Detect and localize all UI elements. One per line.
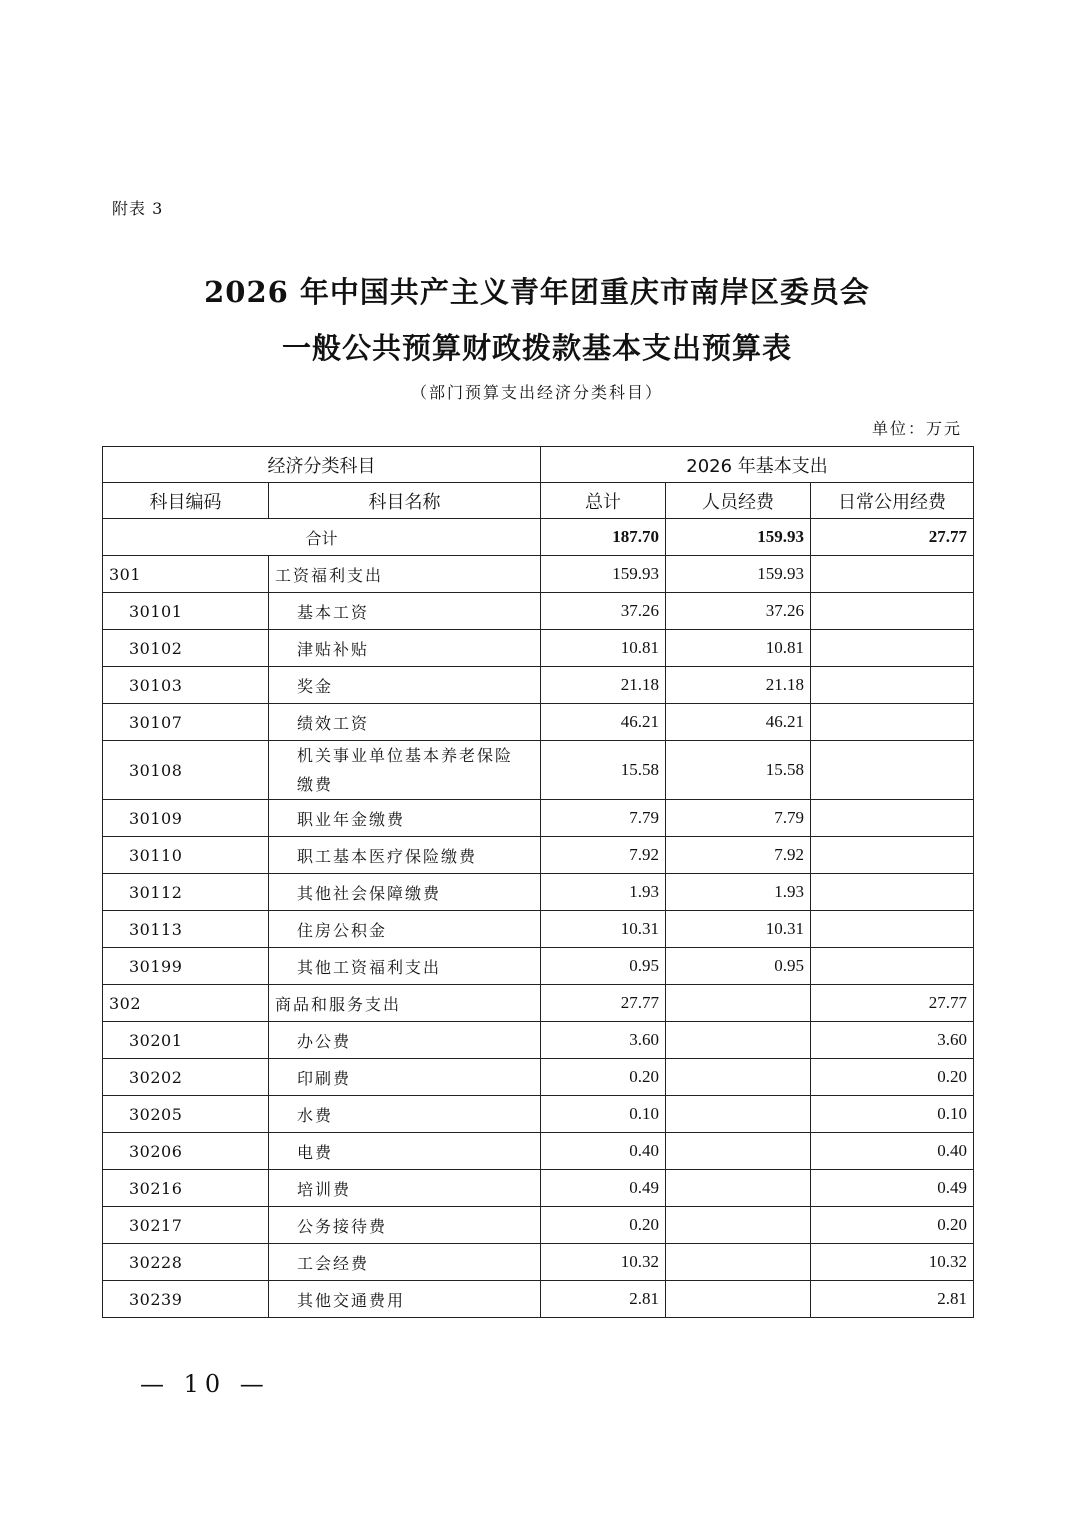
row-code: 302 — [103, 985, 269, 1022]
header-public: 日常公用经费 — [811, 483, 974, 519]
row-personnel: 0.95 — [666, 948, 811, 985]
row-name: 住房公积金 — [269, 911, 541, 948]
header-code: 科目编码 — [103, 483, 269, 519]
row-code: 30112 — [103, 874, 269, 911]
row-name: 其他交通费用 — [269, 1281, 541, 1318]
row-public: 10.32 — [811, 1244, 974, 1281]
attachment-label: 附表 3 — [112, 199, 164, 218]
row-personnel — [666, 1281, 811, 1318]
total-sum: 187.70 — [541, 519, 666, 556]
row-personnel — [666, 1207, 811, 1244]
row-personnel: 7.92 — [666, 837, 811, 874]
row-code: 30110 — [103, 837, 269, 874]
row-personnel — [666, 1096, 811, 1133]
row-total: 10.32 — [541, 1244, 666, 1281]
header-total: 总计 — [541, 483, 666, 519]
row-public — [811, 593, 974, 630]
row-code: 30113 — [103, 911, 269, 948]
row-total: 37.26 — [541, 593, 666, 630]
row-total: 0.10 — [541, 1096, 666, 1133]
row-public — [811, 800, 974, 837]
row-total: 0.95 — [541, 948, 666, 985]
row-personnel: 10.81 — [666, 630, 811, 667]
total-row — [103, 519, 974, 556]
row-public — [811, 556, 974, 593]
table-row — [103, 593, 974, 630]
row-public: 3.60 — [811, 1022, 974, 1059]
row-name: 机关事业单位基本养老保险缴费 — [269, 741, 541, 800]
row-personnel — [666, 1133, 811, 1170]
table-row — [103, 556, 974, 593]
row-code: 30102 — [103, 630, 269, 667]
header-name: 科目名称 — [269, 483, 541, 519]
row-personnel — [666, 1244, 811, 1281]
row-total: 1.93 — [541, 874, 666, 911]
row-name: 工资福利支出 — [269, 556, 541, 593]
table-row — [103, 911, 974, 948]
unit-label: 单位：万元 — [871, 419, 962, 438]
row-code: 30107 — [103, 704, 269, 741]
row-code: 30205 — [103, 1096, 269, 1133]
row-total: 7.79 — [541, 800, 666, 837]
row-name: 培训费 — [269, 1170, 541, 1207]
row-personnel: 46.21 — [666, 704, 811, 741]
total-label: 合计 — [103, 519, 541, 556]
row-personnel — [666, 1022, 811, 1059]
row-total: 0.40 — [541, 1133, 666, 1170]
column-header-row — [103, 483, 974, 519]
row-public: 0.49 — [811, 1170, 974, 1207]
row-total: 15.58 — [541, 741, 666, 800]
row-total: 0.20 — [541, 1207, 666, 1244]
row-name: 水费 — [269, 1096, 541, 1133]
row-personnel: 1.93 — [666, 874, 811, 911]
row-name: 其他工资福利支出 — [269, 948, 541, 985]
table-row — [103, 704, 974, 741]
row-code: 30101 — [103, 593, 269, 630]
row-name: 印刷费 — [269, 1059, 541, 1096]
table-row — [103, 1281, 974, 1318]
row-code: 30216 — [103, 1170, 269, 1207]
page-title-line2: 一般公共预算财政拨款基本支出预算表 — [281, 331, 792, 365]
row-public — [811, 741, 974, 800]
row-public — [811, 837, 974, 874]
row-public: 0.10 — [811, 1096, 974, 1133]
table-row — [103, 1133, 974, 1170]
row-name: 办公费 — [269, 1022, 541, 1059]
row-code: 30109 — [103, 800, 269, 837]
row-total: 10.81 — [541, 630, 666, 667]
row-public: 0.20 — [811, 1059, 974, 1096]
row-name: 其他社会保障缴费 — [269, 874, 541, 911]
table-row — [103, 948, 974, 985]
table-row — [103, 1244, 974, 1281]
row-code: 30103 — [103, 667, 269, 704]
row-total: 0.20 — [541, 1059, 666, 1096]
row-name: 职业年金缴费 — [269, 800, 541, 837]
page-number: — 10 — — [140, 1370, 270, 1398]
table-row — [103, 741, 974, 800]
row-code: 30108 — [103, 741, 269, 800]
row-total: 2.81 — [541, 1281, 666, 1318]
group-header-row — [103, 447, 974, 483]
row-name: 奖金 — [269, 667, 541, 704]
row-code: 30199 — [103, 948, 269, 985]
table-row — [103, 837, 974, 874]
row-total: 46.21 — [541, 704, 666, 741]
row-public — [811, 948, 974, 985]
row-name: 绩效工资 — [269, 704, 541, 741]
row-name: 公务接待费 — [269, 1207, 541, 1244]
row-personnel — [666, 985, 811, 1022]
budget-table — [102, 446, 974, 1318]
subtitle: （部门预算支出经济分类科目） — [410, 383, 663, 402]
table-row — [103, 667, 974, 704]
table-row — [103, 1207, 974, 1244]
row-public — [811, 874, 974, 911]
row-total: 0.49 — [541, 1170, 666, 1207]
row-total: 3.60 — [541, 1022, 666, 1059]
page-title-line1: 2026 年中国共产主义青年团重庆市南岸区委员会 — [204, 275, 870, 309]
row-name: 基本工资 — [269, 593, 541, 630]
row-personnel: 15.58 — [666, 741, 811, 800]
table-row — [103, 874, 974, 911]
header-personnel: 人员经费 — [666, 483, 811, 519]
row-total: 10.31 — [541, 911, 666, 948]
row-public: 0.40 — [811, 1133, 974, 1170]
row-total: 7.92 — [541, 837, 666, 874]
table-row — [103, 800, 974, 837]
table-row — [103, 1170, 974, 1207]
row-name: 电费 — [269, 1133, 541, 1170]
row-code: 30202 — [103, 1059, 269, 1096]
row-public — [811, 704, 974, 741]
row-name: 津贴补贴 — [269, 630, 541, 667]
row-personnel: 159.93 — [666, 556, 811, 593]
header-economic-category: 经济分类科目 — [103, 447, 541, 483]
row-code: 30217 — [103, 1207, 269, 1244]
table-row — [103, 1096, 974, 1133]
row-personnel: 21.18 — [666, 667, 811, 704]
row-personnel — [666, 1059, 811, 1096]
table-row — [103, 630, 974, 667]
table-row — [103, 1059, 974, 1096]
row-name: 职工基本医疗保险缴费 — [269, 837, 541, 874]
header-basic-expense: 2026 年基本支出 — [541, 447, 974, 483]
table-row — [103, 985, 974, 1022]
total-personnel: 159.93 — [666, 519, 811, 556]
row-public — [811, 630, 974, 667]
row-code: 30206 — [103, 1133, 269, 1170]
row-code: 30201 — [103, 1022, 269, 1059]
row-name: 商品和服务支出 — [269, 985, 541, 1022]
row-name: 工会经费 — [269, 1244, 541, 1281]
row-total: 27.77 — [541, 985, 666, 1022]
row-public: 0.20 — [811, 1207, 974, 1244]
row-code: 30239 — [103, 1281, 269, 1318]
row-public: 2.81 — [811, 1281, 974, 1318]
row-code: 301 — [103, 556, 269, 593]
row-public — [811, 911, 974, 948]
row-total: 159.93 — [541, 556, 666, 593]
total-public: 27.77 — [811, 519, 974, 556]
row-personnel: 7.79 — [666, 800, 811, 837]
row-public — [811, 667, 974, 704]
row-public: 27.77 — [811, 985, 974, 1022]
row-total: 21.18 — [541, 667, 666, 704]
row-personnel: 10.31 — [666, 911, 811, 948]
row-personnel — [666, 1170, 811, 1207]
row-code: 30228 — [103, 1244, 269, 1281]
table-row — [103, 1022, 974, 1059]
row-personnel: 37.26 — [666, 593, 811, 630]
